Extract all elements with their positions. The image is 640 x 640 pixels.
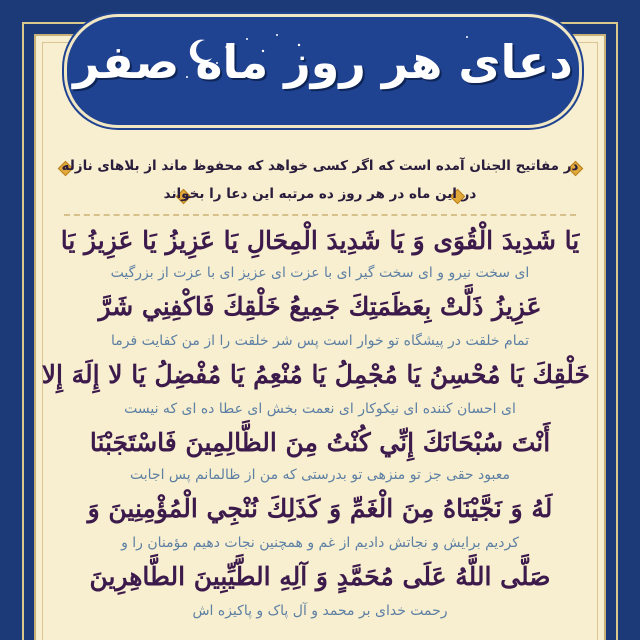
arabic-line-6: صَلَّى اللَّهُ عَلَى مُحَمَّدٍ وَ آلِهِ الطَّيِّبِينَ الطَّاهِرِينَ	[89, 562, 551, 591]
persian-line-6: رحمت خدای بر محمد و آل پاک و پاکیزه اش	[192, 603, 448, 619]
page-title: دعای هر روز ماه صفر	[73, 35, 573, 89]
arabic-line-2: عَزِيزُ ذَلَّتْ بِعَظَمَتِكَ جَمِيعُ خَلْقِكَ فَاكْفِنِي شَرَّ	[98, 292, 542, 321]
intro-line-1: در مفاتیح الجنان آمده است که اگر کسی خواهد که محفوظ ماند از بلاهای نازله	[61, 158, 579, 174]
persian-line-2: تمام خلقت در پیشگاه تو خوار است پس شر خلقت را از من کفایت فرما	[111, 333, 529, 349]
persian-line-3: ای احسان کننده ای نیکوکار ای نعمت بخش ای عطا ده ای که نیست	[124, 401, 516, 417]
persian-line-5: کردیم برایش و نجاتش دادیم از غم و همچنین نجات دهیم مؤمنان را و	[121, 535, 519, 551]
arabic-line-1: يَا شَدِيدَ الْقُوَى وَ يَا شَدِيدَ الْمِحَالِ يَا عَزِيزُ يَا عَزِيزُ يَا	[60, 226, 580, 255]
persian-line-1: ای سخت نیرو و ای سخت گیر ای با عزت ای عزیز ای با عزت از بزرگیت	[110, 265, 530, 281]
arabic-line-5: لَهُ وَ نَجَّيْنَاهُ مِنَ الْغَمِّ وَ كَذَلِكَ نُنْجِي الْمُؤْمِنِينَ وَ	[87, 494, 553, 523]
dashed-divider	[64, 214, 576, 216]
arabic-line-4: أَنْتَ سُبْحَانَكَ إِنِّي كُنْتُ مِنَ الظَّالِمِينَ فَاسْتَجَبْنَا	[89, 428, 551, 457]
intro-line-2: در این ماه در هر روز ده مرتبه این دعا را بخواند	[163, 186, 477, 202]
title-banner	[64, 14, 582, 128]
arabic-line-3: خَلْقِكَ يَا مُحْسِنُ يَا مُجْمِلُ يَا مُنْعِمُ يَا مُفْضِلُ يَا لا إِلَهَ إِلا	[41, 360, 590, 389]
persian-line-4: معبود حقی جز تو منزهی تو بدرستی که من از ظالمانم پس اجابت	[130, 467, 510, 483]
